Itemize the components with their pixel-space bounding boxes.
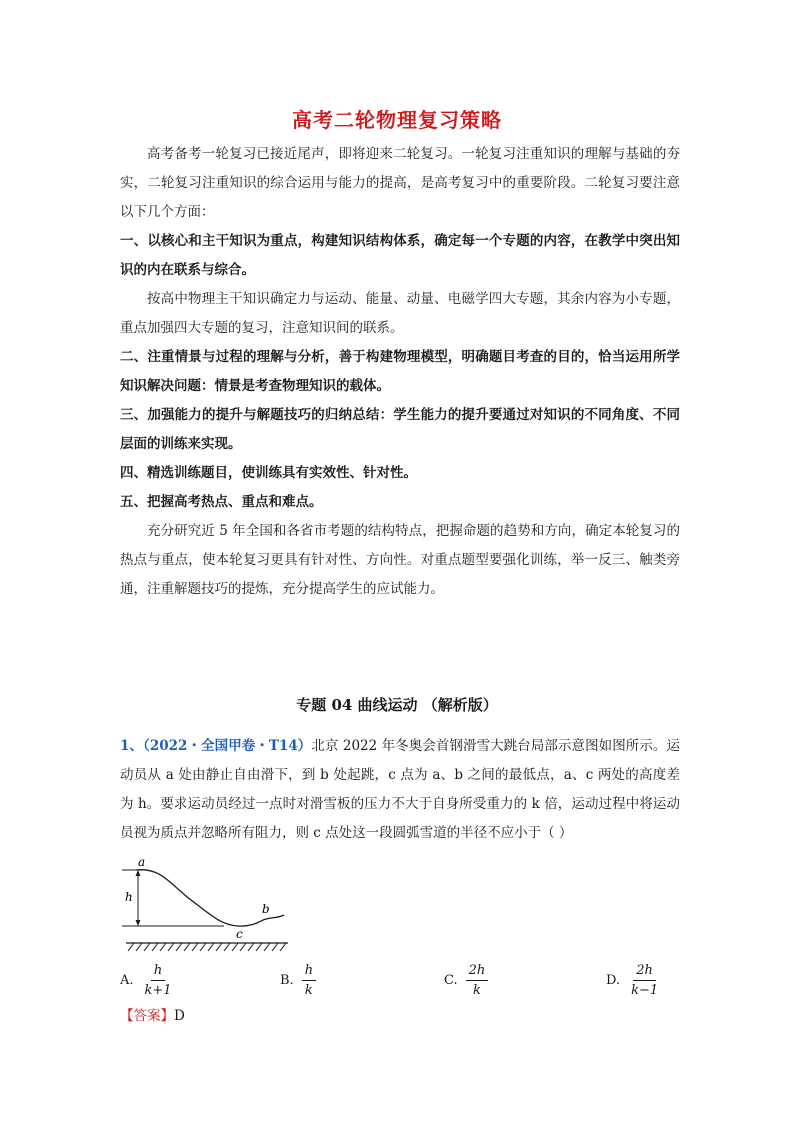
option-a-label: A.	[120, 972, 134, 988]
answer-value: D	[174, 1008, 185, 1024]
option-c-fraction	[466, 962, 489, 999]
option-a[interactable]	[120, 958, 175, 1002]
option-d-denominator: k−1	[631, 982, 659, 998]
option-a-numerator: h	[151, 962, 165, 981]
option-b-fraction	[302, 962, 316, 999]
height-arrow-bottom-head	[136, 920, 141, 926]
option-a-denominator: k+1	[144, 982, 172, 998]
section-title: 专题 04 曲线运动 （解析版）	[296, 696, 498, 714]
option-d-label: D.	[606, 972, 621, 988]
ski-slope-curve	[136, 870, 284, 926]
option-c-numerator: 2h	[466, 962, 489, 981]
option-c-denominator: k	[473, 982, 481, 998]
ground-hatching	[128, 943, 286, 951]
question-text: 北京 2022 年冬奥会首钢滑雪大跳台局部示意图如图所示。运动员从 a 处由静止自由滑下，到 b 处起跳，c 点为 a、b 之间的最低点，a、c 两处的高度差为 h。要求运动员经过一点时对滑雪板的压力不大于自身所受重力的 k 倍，运动过程中将运动员视为质点并忽略所有阻力，则 c 点处这一段圆弧雪道的半径不应小于（ ）	[120, 738, 680, 841]
intro-paragraph: 高考备考一轮复习已接近尾声，即将迎来二轮复习。一轮复习注重知识的理解与基础的夯实，二轮复习注重知识的综合运用与能力的提高，是高考复习中的重要阶段。二轮复习要注意以下几个方面：	[120, 146, 680, 220]
option-c[interactable]	[444, 958, 488, 1002]
label-h: h	[125, 890, 133, 904]
option-b[interactable]	[280, 958, 316, 1002]
option-a-fraction	[142, 962, 175, 999]
label-b: b	[262, 902, 270, 916]
ski-jump-figure	[116, 855, 296, 955]
page-title: 高考二轮物理复习策略	[292, 108, 502, 132]
point-5-heading: 五、把握高考热点、重点和难点。	[120, 494, 323, 510]
label-a: a	[138, 855, 146, 869]
option-b-denominator: k	[304, 982, 313, 998]
point-4-heading: 四、精选训练题目，使训练具有实效性、针对性。	[120, 465, 417, 481]
question-1	[120, 732, 680, 848]
option-c-label: C.	[444, 972, 458, 988]
answer-options	[120, 958, 680, 1002]
label-c: c	[236, 927, 243, 941]
point-1-body: 按高中物理主干知识确定力与运动、能量、动量、电磁学四大专题，其余内容为小专题，重点加强四大专题的复习，注意知识间的联系。	[120, 291, 680, 336]
height-arrow-top-head	[136, 870, 141, 876]
option-b-numerator: h	[302, 962, 316, 981]
point-1-heading: 一、以核心和主干知识为重点，构建知识结构体系，确定每一个专题的内容，在教学中突出知识的内在联系与综合。	[120, 233, 680, 278]
option-d-numerator: 2h	[633, 962, 656, 981]
option-d[interactable]	[606, 958, 661, 1002]
option-b-label: B.	[280, 972, 294, 988]
answer-tag: 【答案】	[120, 1008, 174, 1024]
question-number: 1、	[120, 738, 144, 754]
option-d-fraction	[628, 962, 661, 999]
answer-line	[120, 1004, 185, 1024]
point-5-body: 充分研究近 5 年全国和各省市考题的结构特点，把握命题的趋势和方向，确定本轮复习的热点与重点，使本轮复习更具有针对性、方向性。对重点题型要强化训练，举一反三、触类旁通，注重解题技巧的提炼，充分提高学生的应试能力。	[120, 523, 680, 597]
point-2-heading: 二、注重情景与过程的理解与分析，善于构建物理模型，明确题目考查的目的，恰当运用所学知识解决问题：情景是考查物理知识的载体。	[120, 349, 680, 394]
point-3-heading: 三、加强能力的提升与解题技巧的归纳总结：学生能力的提升要通过对知识的不同角度、不同层面的训练来实现。	[120, 407, 680, 452]
question-source: （2022・全国甲卷・T14）	[143, 738, 312, 754]
